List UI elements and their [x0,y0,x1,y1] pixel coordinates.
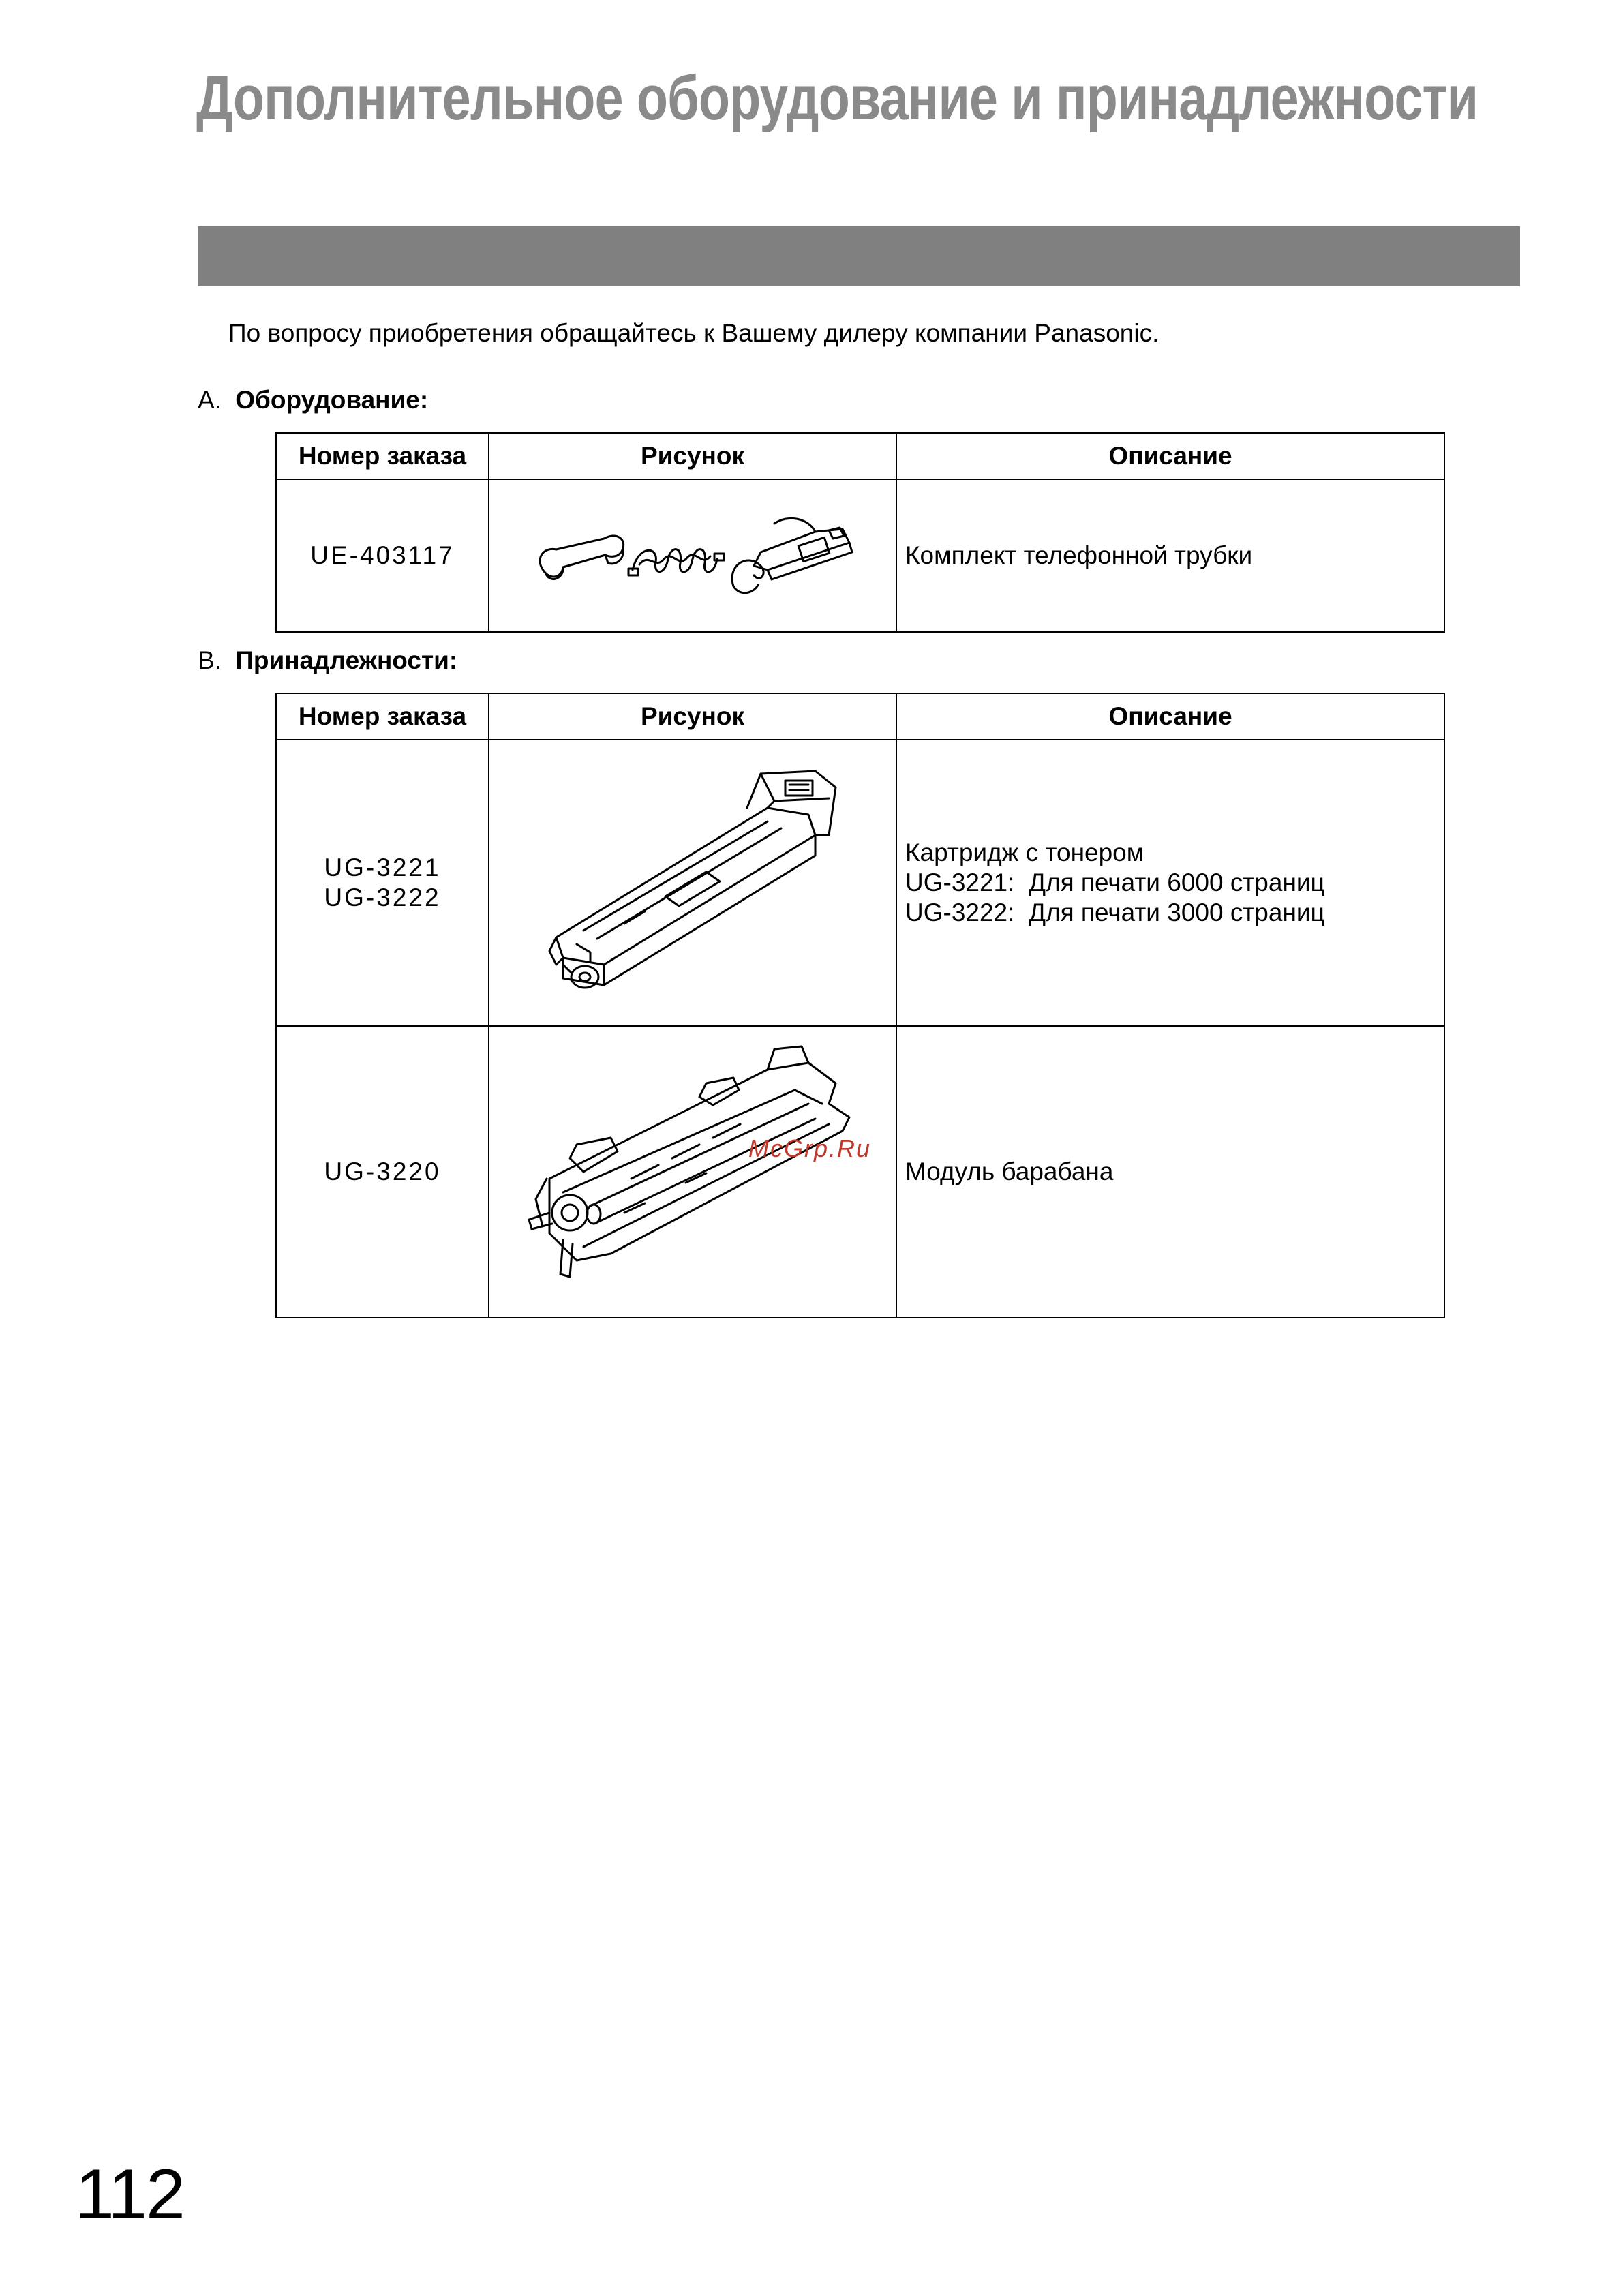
order-number: UG-3220 [276,1026,489,1318]
table-header-row [276,693,1444,740]
table-row [276,1026,1444,1318]
picture-cell [489,479,896,632]
equipment-table [275,432,1445,633]
description-line-1: Картридж с тонером [905,839,1144,866]
section-a-letter: A. [198,386,222,414]
section-b-title: Принадлежности: [235,646,458,674]
accessories-table [275,693,1445,1318]
column-header-picture: Рисунок [489,433,896,479]
table-header-row [276,433,1444,479]
column-header-order: Номер заказа [276,433,489,479]
order-number [276,740,489,1026]
section-divider-bar [198,226,1520,286]
picture-cell [489,740,896,1026]
picture-cell [489,1026,896,1318]
section-a-title: Оборудование: [235,386,429,414]
toner-cartridge-icon [543,760,843,1006]
column-header-description: Описание [896,433,1444,479]
description: Модуль барабана [896,1026,1444,1318]
order-number-2: UG-3222 [324,883,441,911]
order-number: UE-403117 [276,479,489,632]
table-row [276,740,1444,1026]
handset-kit-icon [529,504,856,607]
section-b-letter: B. [198,646,222,674]
order-number-1: UG-3221 [324,854,441,881]
column-header-order: Номер заказа [276,693,489,740]
page-number: 112 [75,2155,184,2234]
description-line-3: UG-3222: Для печати 3000 страниц [905,898,1325,926]
table-row [276,479,1444,632]
watermark-text: McGrp.Ru [748,1134,872,1162]
column-header-description: Описание [896,693,1444,740]
description-line-2: UG-3221: Для печати 6000 страниц [905,868,1325,896]
drum-unit-icon [522,1042,863,1301]
page-title: Дополнительное оборудование и принадлежности [196,63,1478,133]
description [896,740,1444,1026]
section-b-heading [198,646,457,675]
column-header-picture: Рисунок [489,693,896,740]
intro-text: По вопросу приобретения обращайтесь к Вашему дилеру компании Panasonic. [228,319,1159,347]
description: Комплект телефонной трубки [896,479,1444,632]
section-a-heading [198,386,428,414]
